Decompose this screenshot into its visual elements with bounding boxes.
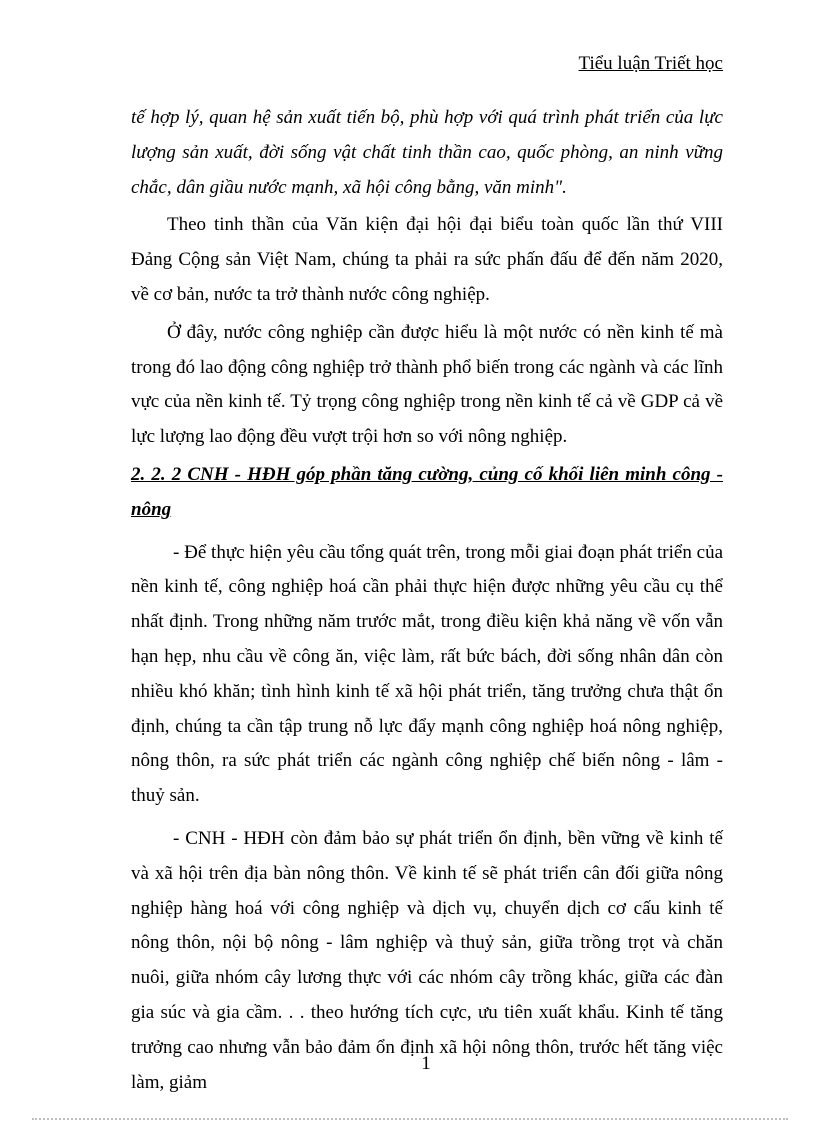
paragraph: - CNH - HĐH còn đảm bảo sự phát triển ổn định, bền vững về kinh tế và xã hội trên địa bàn nông thôn. Về kinh tế sẽ phát triển cân đối giữa nông nghiệp hàng hoá với công nghiệp và dịch vụ, chuyển dịch cơ cấu kinh tế nông thôn, nội bộ nông - lâm nghiệp và thuỷ sản, giữa trồng trọt và chăn nuôi, giữa nhóm cây lương thực với các nhóm cây trồng khác, giữa các đàn gia súc và gia cầm. . . theo hướng tích cực, ưu tiên xuất khẩu. Kinh tế tăng trưởng cao nhưng vẫn bảo đảm ổn định xã hội nông thôn, trước hết tăng việc làm, giảm bbox=[131, 827, 723, 1093]
paragraph: Ở đây, nước công nghiệp cần được hiểu là một nước có nền kinh tế mà trong đó lao động công nghiệp trở thành phổ biến trong các ngành và các lĩnh vực của nền kinh tế. Tỷ trọng công nghiệp trong nền kinh tế cả về GDP cả về lực lượng lao động đều vượt trội hơn so với nông nghiệp. bbox=[131, 321, 723, 448]
running-header: Tiểu luận Triết học bbox=[578, 53, 723, 74]
paragraph: - Để thực hiện yêu cầu tổng quát trên, trong mỗi giai đoạn phát triển của nền kinh tế, công nghiệp hoá cần phải thực hiện được những yêu cầu cụ thể nhất định. Trong những năm trước mắt, trong điều kiện khả năng về vốn vẫn hạn hẹp, nhu cầu về công ăn, việc làm, rất bức bách, đời sống nhân dân còn nhiều khó khăn; tình hình kinh tế xã hội phát triển, tăng trưởng chưa thật ổn định, chúng ta cần tập trung nỗ lực đẩy mạnh công nghiệp hoá nông nghiệp, nông thôn, ra sức phát triển các ngành công nghiệp chế biến nông - lâm - thuỷ sản. bbox=[131, 541, 723, 807]
section-heading: 2. 2. 2 CNH - HĐH góp phần tăng cường, củng cố khối liên minh công - nông bbox=[131, 463, 723, 520]
body-text bbox=[131, 101, 723, 1103]
quote-continuation: tế hợp lý, quan hệ sản xuất tiến bộ, phù hợp với quá trình phát triển của lực lượng sản xuất, đời sống vật chất tinh thần cao, quốc phòng, an ninh vững chắc, dân giầu nước mạnh, xã hội công bằng, văn minh". bbox=[131, 107, 723, 198]
footer-divider bbox=[32, 1118, 788, 1120]
paragraph: Theo tinh thần của Văn kiện đại hội đại biểu toàn quốc lần thứ VIII Đảng Cộng sản Việt Nam, chúng ta phải ra sức phấn đấu để đến năm 2020, về cơ bản, nước ta trở thành nước công nghiệp. bbox=[131, 214, 723, 305]
page-number: 1 bbox=[421, 1053, 431, 1074]
